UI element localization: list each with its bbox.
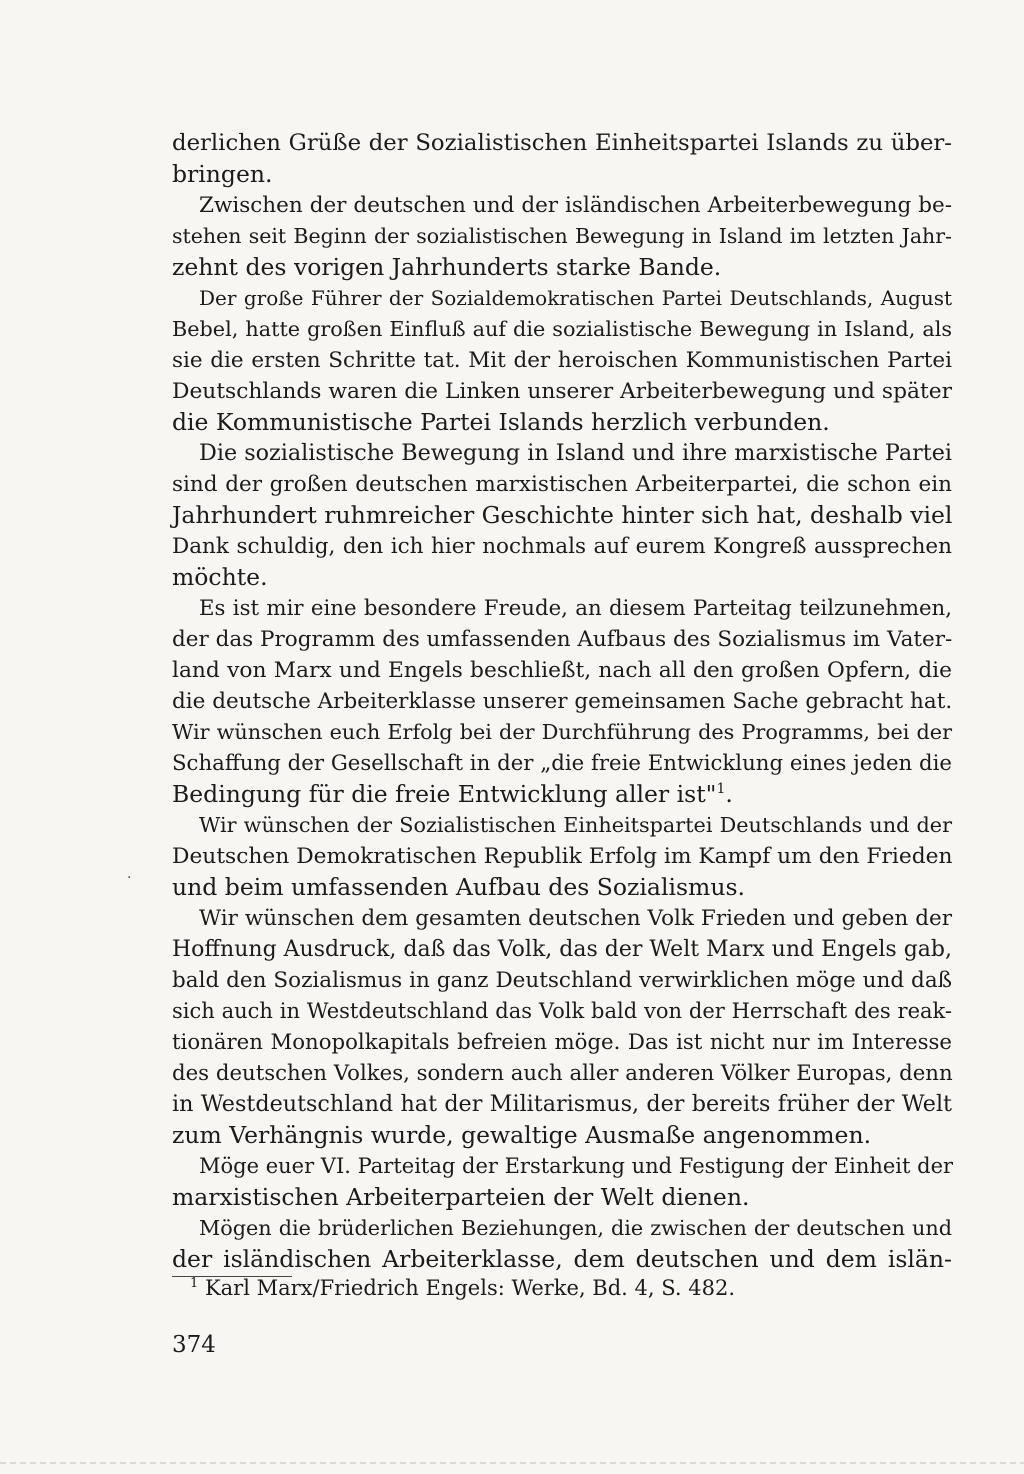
- text-line: [172, 1089, 952, 1120]
- text-line-content: Deutschen Demokratischen Republik Erfolg im Kampf um den Frieden: [172, 844, 953, 869]
- text-line-content: derlichen Grüße der Sozialistischen Einheitspartei Islands zu über-: [172, 130, 952, 156]
- text-line: [172, 469, 952, 500]
- text-line: [172, 221, 952, 252]
- text-line-content: der das Programm des umfassenden Aufbaus des Sozialismus im Vater-: [172, 627, 953, 652]
- text-line-content: Hoffnung Ausdruck, daß das Volk, das der Welt Marx und Engels gab,: [172, 937, 952, 962]
- text-line-content: bringen.: [172, 160, 273, 188]
- text-line: [172, 872, 952, 903]
- text-line-content: zum Verhängnis wurde, gewaltige Ausmaße angenommen.: [172, 1121, 872, 1149]
- text-line: [172, 1058, 952, 1089]
- text-line-content: Möge euer VI. Parteitag der Erstarkung und Festigung der Einheit der: [199, 1154, 954, 1178]
- text-line-content: Bedingung für die freie Entwicklung aller ist": [172, 780, 717, 808]
- text-line: [172, 934, 952, 965]
- text-line-content: sind der großen deutschen marxistischen Arbeiterpartei, die schon ein: [172, 472, 952, 497]
- text-line-content: land von Marx und Engels beschließt, nach all den großen Opfern, die: [172, 658, 952, 683]
- footnote-area: [172, 1276, 772, 1303]
- text-line: [172, 314, 952, 345]
- text-line: [172, 190, 952, 221]
- text-line-content: die Kommunistische Partei Islands herzlich verbunden.: [172, 408, 830, 436]
- page-number: 374: [172, 1332, 216, 1358]
- text-line-content: Schaffung der Gesellschaft in der „die freie Entwicklung eines jeden die: [172, 751, 952, 776]
- text-line: [172, 996, 952, 1027]
- text-line: [172, 407, 952, 438]
- text-line-content: und beim umfassenden Aufbau des Sozialismus.: [172, 873, 745, 901]
- text-line-content: sich auch in Westdeutschland das Volk bald von der Herrschaft des reak-: [172, 999, 952, 1023]
- text-line-content: des deutschen Volkes, sondern auch aller anderen Völker Europas, denn: [172, 1061, 953, 1086]
- text-line: [172, 376, 952, 407]
- text-line: [172, 252, 952, 283]
- margin-dot: ·: [127, 870, 132, 886]
- text-line: [172, 531, 952, 562]
- text-line-content: Zwischen der deutschen und der isländischen Arbeiterbewegung be-: [199, 193, 952, 218]
- text-line: [172, 128, 952, 159]
- text-line-content: möchte.: [172, 563, 268, 591]
- text-line-content: Dank schuldig, den ich hier nochmals auf eurem Kongreß aussprechen: [172, 534, 952, 559]
- text-line: [172, 686, 952, 717]
- text-line: [172, 593, 952, 624]
- text-line: [172, 841, 952, 872]
- text-line: [172, 1151, 952, 1182]
- text-line-suffix: .: [725, 780, 733, 808]
- text-line-content: Bebel, hatte großen Einfluß auf die sozialistische Bewegung in Island, als: [172, 317, 952, 341]
- text-line-content: die deutsche Arbeiterklasse unserer gemeinsamen Sache gebracht hat.: [172, 689, 953, 714]
- text-line-content: tionären Monopolkapitals befreien möge. Das ist nicht nur im Interesse: [172, 1030, 952, 1055]
- text-line-content: sie die ersten Schritte tat. Mit der heroischen Kommunistischen Partei: [172, 348, 952, 373]
- text-line: [172, 1213, 952, 1244]
- text-line-content: Wir wünschen dem gesamten deutschen Volk Frieden und geben der: [199, 906, 952, 931]
- text-line-content: Die sozialistische Bewegung in Island und ihre marxistische Partei: [199, 440, 952, 466]
- text-line: [172, 903, 952, 934]
- text-line-content: Wir wünschen euch Erfolg bei der Durchführung des Programms, bei der: [172, 720, 952, 744]
- text-line: [172, 1182, 952, 1213]
- text-line: [172, 1027, 952, 1058]
- text-line: [172, 1120, 952, 1151]
- text-line: [172, 1244, 952, 1275]
- text-line-content: Jahrhundert ruhmreicher Geschichte hinter sich hat, deshalb viel: [172, 501, 953, 529]
- text-line: [172, 779, 952, 810]
- text-line: [172, 717, 952, 748]
- text-line: [172, 345, 952, 376]
- text-line-content: Mögen die brüderlichen Beziehungen, die zwischen der deutschen und: [199, 1216, 952, 1240]
- text-line: [172, 655, 952, 686]
- text-line: [172, 283, 952, 314]
- text-line-content: Es ist mir eine besondere Freude, an diesem Parteitag teilzunehmen,: [199, 596, 952, 621]
- text-line-content: stehen seit Beginn der sozialistischen Bewegung in Island im letzten Jahr-: [172, 224, 952, 248]
- scan-edge: [0, 1462, 1024, 1464]
- text-line: [172, 748, 952, 779]
- body-text: [172, 128, 952, 1275]
- text-line-content: zehnt des vorigen Jahrhunderts starke Bande.: [172, 253, 722, 281]
- text-line: [172, 562, 952, 593]
- text-line: [172, 159, 952, 190]
- footnote-marker: 1: [190, 1276, 199, 1291]
- text-line-content: bald den Sozialismus in ganz Deutschland verwirklichen möge und daß: [172, 968, 952, 993]
- text-line: [172, 810, 952, 841]
- footnote-text: Karl Marx/Friedrich Engels: Werke, Bd. 4, S. 482.: [204, 1276, 735, 1300]
- text-line: [172, 624, 952, 655]
- footnote: [172, 1273, 772, 1303]
- text-line-content: Der große Führer der Sozialdemokratischen Partei Deutschlands, August: [199, 286, 952, 310]
- text-line-content: Deutschlands waren die Linken unserer Arbeiterbewegung und später: [172, 379, 952, 404]
- text-line: [172, 965, 952, 996]
- text-line-content: der isländischen Arbeiterklasse, dem deutschen und dem islän-: [172, 1245, 952, 1273]
- text-line: [172, 438, 952, 469]
- text-line-content: marxistischen Arbeiterparteien der Welt dienen.: [172, 1183, 750, 1211]
- text-line-content: in Westdeutschland hat der Militarismus, der bereits früher der Welt: [172, 1091, 952, 1117]
- footnote-reference: 1: [716, 781, 726, 798]
- text-line: [172, 500, 952, 531]
- text-line-content: Wir wünschen der Sozialistischen Einheitspartei Deutschlands und der: [199, 813, 952, 837]
